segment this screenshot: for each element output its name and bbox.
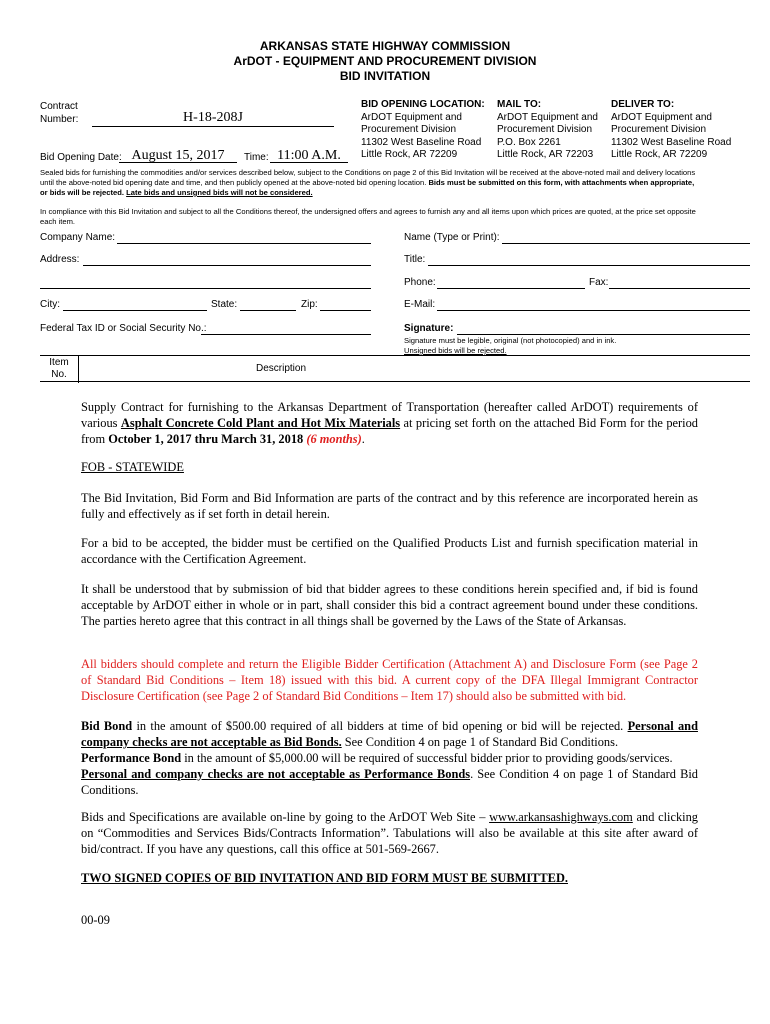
deliver-to-line: Procurement Division <box>611 124 707 135</box>
certification-paragraph: For a bid to be accepted, the bidder must be certified on the Qualified Products List and furnish specification material in accordance with the Certification Agreement. <box>81 536 698 566</box>
address-line-2-field[interactable] <box>40 288 371 289</box>
federal-tax-label: Federal Tax ID or Social Security No.: <box>40 323 207 334</box>
address-label: Address: <box>40 254 80 265</box>
fax-field[interactable] <box>609 288 750 289</box>
bid-opening-location-title: BID OPENING LOCATION: <box>361 99 485 110</box>
description-header: Description <box>256 363 307 374</box>
bid-invitation-paragraph: The Bid Invitation, Bid Form and Bid Information are parts of the contract and by this reference are incorporated herein as fully and effectively as if set forth in detail herein. <box>81 491 698 521</box>
eligibility-paragraph: All bidders should complete and return the Eligible Bidder Certification (Attachment A) and Disclosure Form (see Page 2 of Standard Bid Conditions – Item 18) issued with this bid. A current copy of the DFA Illegal Immigrant Contractor Disclosure Certification (see Page 2 of Standard Bid Conditions – Item 17) should also be submitted with bid. <box>81 657 698 703</box>
website-link[interactable]: www.arkansashighways.com <box>489 810 633 824</box>
item-column-divider <box>78 356 79 383</box>
email-field[interactable] <box>437 310 750 311</box>
zip-field[interactable] <box>320 310 371 311</box>
bid-opening-date-label: Bid Opening Date: <box>40 152 122 163</box>
name-label: Name (Type or Print): <box>404 232 500 243</box>
mail-to-address <box>497 99 598 162</box>
zip-label: Zip: <box>301 299 318 310</box>
fax-label: Fax: <box>589 277 609 288</box>
phone-field[interactable] <box>437 288 585 289</box>
document-title: BID INVITATION <box>339 69 431 83</box>
deliver-to-line: Little Rock, AR 72209 <box>611 149 708 160</box>
form-code: 00-09 <box>81 913 110 927</box>
bid-opening-location-line: 11302 West Baseline Road <box>361 136 482 148</box>
state-field[interactable] <box>240 310 296 311</box>
city-label: City: <box>40 299 60 310</box>
contract-label: Contract <box>40 101 78 112</box>
contract-number-line <box>92 126 334 127</box>
bid-opening-location-line: ArDOT Equipment and <box>361 111 462 123</box>
deliver-to-line: 11302 West Baseline Road <box>611 136 732 148</box>
sealed-bids-text: Sealed bids for furnishing the commodities and/or services described below, subject to the Conditions on page 2 of this Bid Invitation will be received at the above-noted mail and delivery locations until the above-noted bid opening date and time, and then publicly opened at the above-noted bid opening location. <box>40 168 696 187</box>
contract-period: October 1, 2017 thru March 31, 2018 <box>108 432 304 446</box>
signature-label: Signature: <box>404 323 454 334</box>
company-name-label: Company Name: <box>40 232 116 243</box>
performance-bond-text: in the amount of $5,000.00 will be required of successful bidder prior to providing goods/services. <box>181 751 673 765</box>
signature-field[interactable] <box>457 334 750 335</box>
bid-bond-warning: Personal and company checks are not acceptable as Bid Bonds. <box>81 719 698 749</box>
item-header: Item <box>49 357 69 368</box>
contract-duration: (6 months) <box>306 432 362 446</box>
time-label: Time: <box>244 152 269 163</box>
late-bids-warning: Late bids and unsigned bids will not be considered. <box>126 188 313 197</box>
website-paragraph <box>81 809 698 857</box>
mail-to-line: Little Rock, AR 72203 <box>497 149 594 160</box>
company-name-field[interactable] <box>117 243 371 244</box>
sealed-bids-notice <box>40 168 700 198</box>
supply-contract-paragraph <box>81 399 698 447</box>
supply-text: at pricing set forth on the attached Bid Form for the period from <box>81 416 699 446</box>
address-field[interactable] <box>83 265 371 266</box>
supply-end: . <box>361 432 365 446</box>
performance-bond-label: Performance Bond <box>81 751 182 765</box>
performance-bond-condition: . See Condition 4 on page 1 of Standard Bid Conditions. <box>81 767 698 797</box>
mail-to-line: Procurement Division <box>497 124 593 135</box>
mail-to-line: ArDOT Equipment and <box>497 111 598 123</box>
mail-to-title: MAIL TO: <box>497 99 542 110</box>
bid-bond-label: Bid Bond <box>81 719 133 733</box>
website-text: Bids and Specifications are available on-line by going to the ArDOT Web Site – <box>81 810 490 824</box>
title-field[interactable] <box>428 265 750 266</box>
bid-opening-location-line: Little Rock, AR 72209 <box>361 149 458 160</box>
fob-statewide: FOB - STATEWIDE <box>81 460 184 474</box>
website-text: and clicking on “Commodities and Services Bids/Contracts Information”. Tabulations will also be available at this site after award of bid/contract. If you have any questions, call this office at 501-569-2667. <box>81 810 698 856</box>
bid-opening-date-value[interactable]: August 15, 2017 <box>131 148 225 163</box>
title-label: Title: <box>404 254 426 265</box>
bid-opening-location-line: Procurement Division <box>361 124 457 135</box>
mail-to-line: P.O. Box 2261 <box>497 136 561 148</box>
deliver-to-address <box>611 99 731 162</box>
two-signed-copies-notice: TWO SIGNED COPIES OF BID INVITATION AND BID FORM MUST BE SUBMITTED. <box>81 871 568 885</box>
bid-opening-location <box>361 99 485 162</box>
deliver-to-line: ArDOT Equipment and <box>611 111 712 123</box>
supply-text: Supply Contract for furnishing to the Arkansas Department of Transportation (hereafter called ArDOT) requirements of various <box>81 400 698 430</box>
bid-bond-condition: See Condition 4 on page 1 of Standard Bid Conditions. <box>341 735 619 749</box>
material-name: Asphalt Concrete Cold Plant and Hot Mix Materials <box>120 416 401 430</box>
deliver-to-title: DELIVER TO: <box>611 99 675 110</box>
table-header-rule <box>40 381 750 382</box>
state-label: State: <box>211 299 238 310</box>
bid-opening-time-value[interactable]: 11:00 A.M. <box>277 148 341 163</box>
bid-bond-text: in the amount of $500.00 required of all bidders at time of bid opening or bid will be rejected. <box>132 719 628 733</box>
contract-number-value[interactable]: H-18-208J <box>183 110 243 125</box>
contract-number-label: Number: <box>40 114 79 125</box>
federal-tax-field[interactable] <box>201 334 371 335</box>
name-field[interactable] <box>502 243 750 244</box>
unsigned-bids-note: Unsigned bids will be rejected. <box>404 346 507 355</box>
item-no-header: No. <box>51 369 67 380</box>
compliance-statement: In compliance with this Bid Invitation and subject to all the Conditions thereof, the undersigned offers and agrees to furnish any and all items upon which prices are quoted, at the price set opposite each item. <box>40 207 696 226</box>
city-field[interactable] <box>63 310 207 311</box>
signature-note: Signature must be legible, original (not photocopied) and in ink. <box>404 336 617 345</box>
commission-title: ARKANSAS STATE HIGHWAY COMMISSION <box>259 39 511 53</box>
conditions-paragraph: It shall be understood that by submission of bid that bidder agrees to these conditions herein specified and, if bid is found acceptable by ArDOT either in whole or in part, shall consider this bid a contract agreement bound under these conditions. The parties hereto agree that this contract in all things shall be governed by the Laws of the State of Arkansas. <box>81 582 698 628</box>
table-top-rule <box>40 355 750 356</box>
phone-label: Phone: <box>404 277 436 288</box>
division-title: ArDOT - EQUIPMENT AND PROCUREMENT DIVISION <box>233 54 537 68</box>
email-label: E-Mail: <box>404 299 436 310</box>
bid-opening-date-line <box>119 162 237 163</box>
bond-paragraph <box>81 718 698 798</box>
sealed-bids-bold: Bids must be submitted on this form, with attachments when appropriate, or bids will be rejected. <box>40 178 695 197</box>
bid-opening-time-line <box>270 162 348 163</box>
performance-bond-warning: Personal and company checks are not acceptable as Performance Bonds <box>81 767 471 781</box>
